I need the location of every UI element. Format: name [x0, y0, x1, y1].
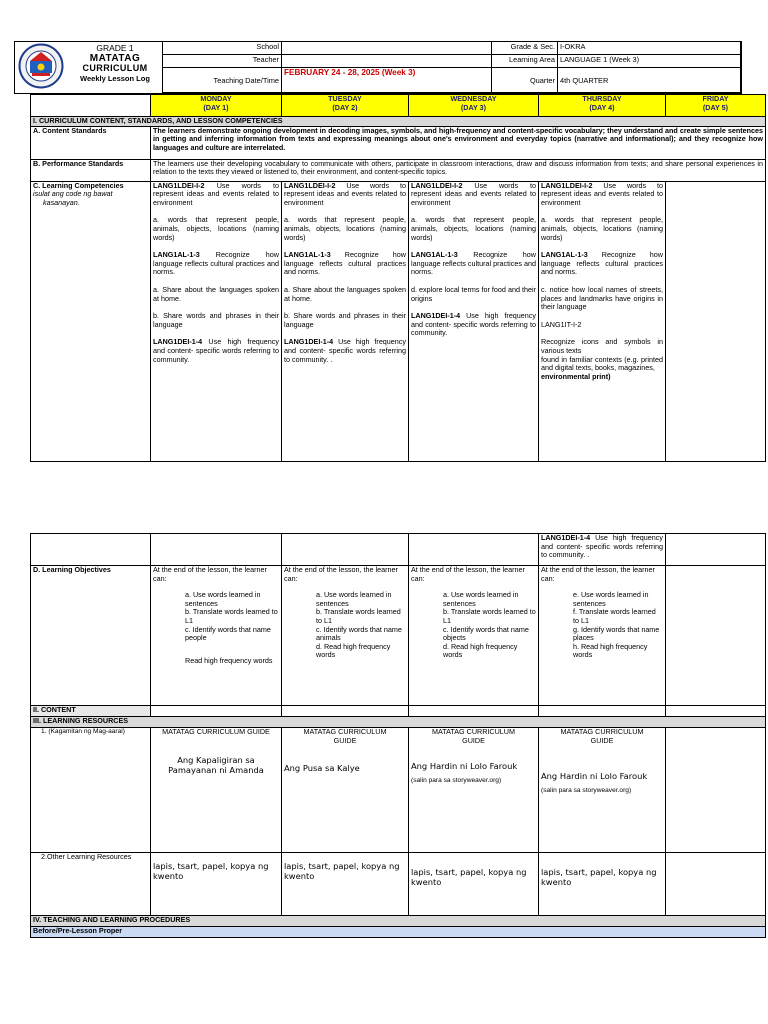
continued-label-cell [31, 534, 151, 566]
log-title: Weekly Lesson Log [80, 74, 150, 83]
content-thursday[interactable] [539, 706, 666, 717]
lesson-log-table [30, 94, 766, 462]
grade-sec-value[interactable]: I-OKRA [558, 42, 741, 55]
header-table [162, 41, 741, 93]
materials-monday: lapis, tsart, papel, kopya ng kwento [151, 853, 282, 916]
resources-thursday: MATATAG CURRICULUM GUIDE Ang Hardin ni Lolo Farouk (salin para sa storyweaver.org) [539, 728, 666, 853]
materials-friday [666, 853, 766, 916]
teacher-value[interactable] [282, 55, 492, 68]
materials-tuesday: lapis, tsart, papel, kopya ng kwento [282, 853, 409, 916]
performance-standards-label: B. Performance Standards [31, 159, 151, 181]
day-header-wednesday: WEDNESDAY (DAY 3) [409, 95, 539, 117]
objectives-monday: At the end of the lesson, the learner can: a. Use words learned in sentences b. Translate words learned to L1 c. Identify words that name people Read high frequency words [151, 566, 282, 706]
teaching-date-value[interactable]: FEBRUARY 24 - 28, 2025 (Week 3) [284, 68, 416, 77]
resources-friday [666, 728, 766, 853]
school-label: School [163, 42, 282, 55]
content-standards-label: A. Content Standards [31, 126, 151, 159]
competencies-friday [666, 181, 766, 461]
materials-wednesday: lapis, tsart, papel, kopya ng kwento [409, 853, 539, 916]
curriculum-title-2: CURRICULUM [82, 63, 148, 73]
continued-tuesday [282, 534, 409, 566]
other-resources-label: 2.Other Learning Resources [41, 852, 132, 861]
day-header-thursday: THURSDAY (DAY 4) [539, 95, 666, 117]
objectives-wednesday: At the end of the lesson, the learner can: a. Use words learned in sentences b. Translate words learned to L1 c. Identify words that name objects d. Read high frequency words [409, 566, 539, 706]
learning-objectives-label: D. Learning Objectives [31, 566, 151, 706]
objectives-friday [666, 566, 766, 706]
competency-note-1: isulat ang code ng bawat [33, 189, 113, 199]
day-header-friday: FRIDAY (DAY 5) [666, 95, 766, 117]
grade-title: GRADE 1 [96, 43, 134, 53]
content-standards-text: The learners demonstrate ongoing development in decoding images, symbols, and high-frequency and content-specific vocabulary; they understand and create simple sentences in getting and inferring information from texts and expressing meanings about one's environment and everyday topics (narrative and informational); and they recognize how languages and culture are interrelated. [151, 126, 766, 159]
curriculum-title: MATATAG [89, 53, 141, 64]
continued-thursday: LANG1DEI-1-4 Use high frequency and content- specific words referring to community. . [539, 534, 666, 566]
learning-competencies-label: C. Learning Competencies [33, 180, 124, 190]
learner-materials-label-cell [31, 728, 151, 853]
content-friday[interactable] [666, 706, 766, 717]
competencies-monday: LANG1LDEI-I-2 Use words to represent ideas and events related to environment a. words that represent people, animals, objects, locations (naming words) LANG1AL-1-3 Recognize how language reflects cultural practices and norms. a. Share about the languages spoken at home. b. Share words and phrases in their language LANG1DEI-1-4 Use high frequency and content- specific words referring to community. [151, 181, 282, 461]
objectives-thursday: At the end of the lesson, the learner can: e. Use words learned in sentences f. Translate words learned to L1 g. Identify words that name places h. Read high frequency words [539, 566, 666, 706]
content-wednesday[interactable] [409, 706, 539, 717]
resources-monday: MATATAG CURRICULUM GUIDE Ang Kapaligiran sa Pamayanan ni Amanda [151, 728, 282, 853]
section-content: II. CONTENT [31, 706, 151, 717]
content-tuesday[interactable] [282, 706, 409, 717]
materials-thursday: lapis, tsart, papel, kopya ng kwento [539, 853, 666, 916]
lesson-log-table-continued [30, 533, 766, 938]
competencies-tuesday: LANG1LDEI-I-2 Use words to represent ideas and events related to environment a. words that represent people, animals, objects, locations (naming words) LANG1AL-1-3 Recognize how language reflects cultural practices and norms. a. Share about the languages spoken at home. b. Share words and phrases in their language LANG1DEI-1-4 Use high frequency and content- specific words referring to community. . [282, 181, 409, 461]
quarter-value[interactable]: 4th QUARTER [558, 68, 741, 93]
before-lesson-proper: Before/Pre-Lesson Proper [31, 927, 766, 938]
day-header-monday: MONDAY (DAY 1) [151, 95, 282, 117]
competencies-wednesday: LANG1LDEI-I-2 Use words to represent ideas and events related to environment a. words that represent people, animals, objects, locations (naming words) LANG1AL-1-3 Recognize how language reflects cultural practices and norms. d. explore local terms for food and their origins LANG1DEI-1-4 Use high frequency and content- specific words referring to community. [409, 181, 539, 461]
deped-seal-icon [18, 43, 64, 89]
performance-standards-text: The learners use their developing vocabulary to communicate with others, participate in classroom interactions, draw and discuss information from texts; and share personal experiences in relation to the texts they viewed or listened to, their environment, and content-specific topics. [151, 159, 766, 181]
section-learning-resources: III. LEARNING RESOURCES [31, 717, 766, 728]
objectives-tuesday: At the end of the lesson, the learner can: a. Use words learned in sentences b. Translate words learned to L1 c. Identify words that name animals d. Read high frequency words [282, 566, 409, 706]
competencies-thursday: LANG1LDEI-I-2 Use words to represent ideas and events related to environment a. words that represent people, animals, objects, locations (naming words) LANG1AL-1-3 Recognize how language reflects cultural practices and norms. c. notice how local names of streets, places and landmarks have origins in their language LANG1IT-I-2 Recognize icons and symbols in various texts found in familiar contexts (e.g. printed and digital texts, books, magazines, environmental print) [539, 181, 666, 461]
teaching-date-label: Teaching Date/Time [163, 68, 282, 93]
resources-wednesday: MATATAG CURRICULUM GUIDE Ang Hardin ni Lolo Farouk (salin para sa storyweaver.org) [409, 728, 539, 853]
learning-area-value[interactable]: LANGUAGE 1 (Week 3) [558, 55, 741, 68]
section-curriculum-content: I. CURRICULUM CONTENT, STANDARDS, AND LESSON COMPETENCIES [31, 117, 766, 127]
quarter-label: Quarter [492, 68, 558, 93]
learning-competencies-label-cell [31, 181, 151, 461]
day-header-blank [31, 95, 151, 117]
school-value[interactable] [282, 42, 492, 55]
day-header-tuesday: TUESDAY (DAY 2) [282, 95, 409, 117]
other-resources-label-cell [31, 853, 151, 916]
learning-area-label: Learning Area [492, 55, 558, 68]
content-monday[interactable] [151, 706, 282, 717]
continued-monday [151, 534, 282, 566]
competency-note-2: kasanayan. [43, 197, 80, 207]
resources-tuesday: MATATAG CURRICULUM GUIDE Ang Pusa sa Kalye [282, 728, 409, 853]
grade-sec-label: Grade & Sec. [492, 42, 558, 55]
continued-wednesday [409, 534, 539, 566]
continued-friday [666, 534, 766, 566]
section-teaching-procedures: IV. TEACHING AND LEARNING PROCEDURES [31, 916, 766, 927]
learner-materials-label: 1. (Kagamitan ng Mag-aaral) [41, 728, 125, 735]
teacher-label: Teacher [163, 55, 282, 68]
